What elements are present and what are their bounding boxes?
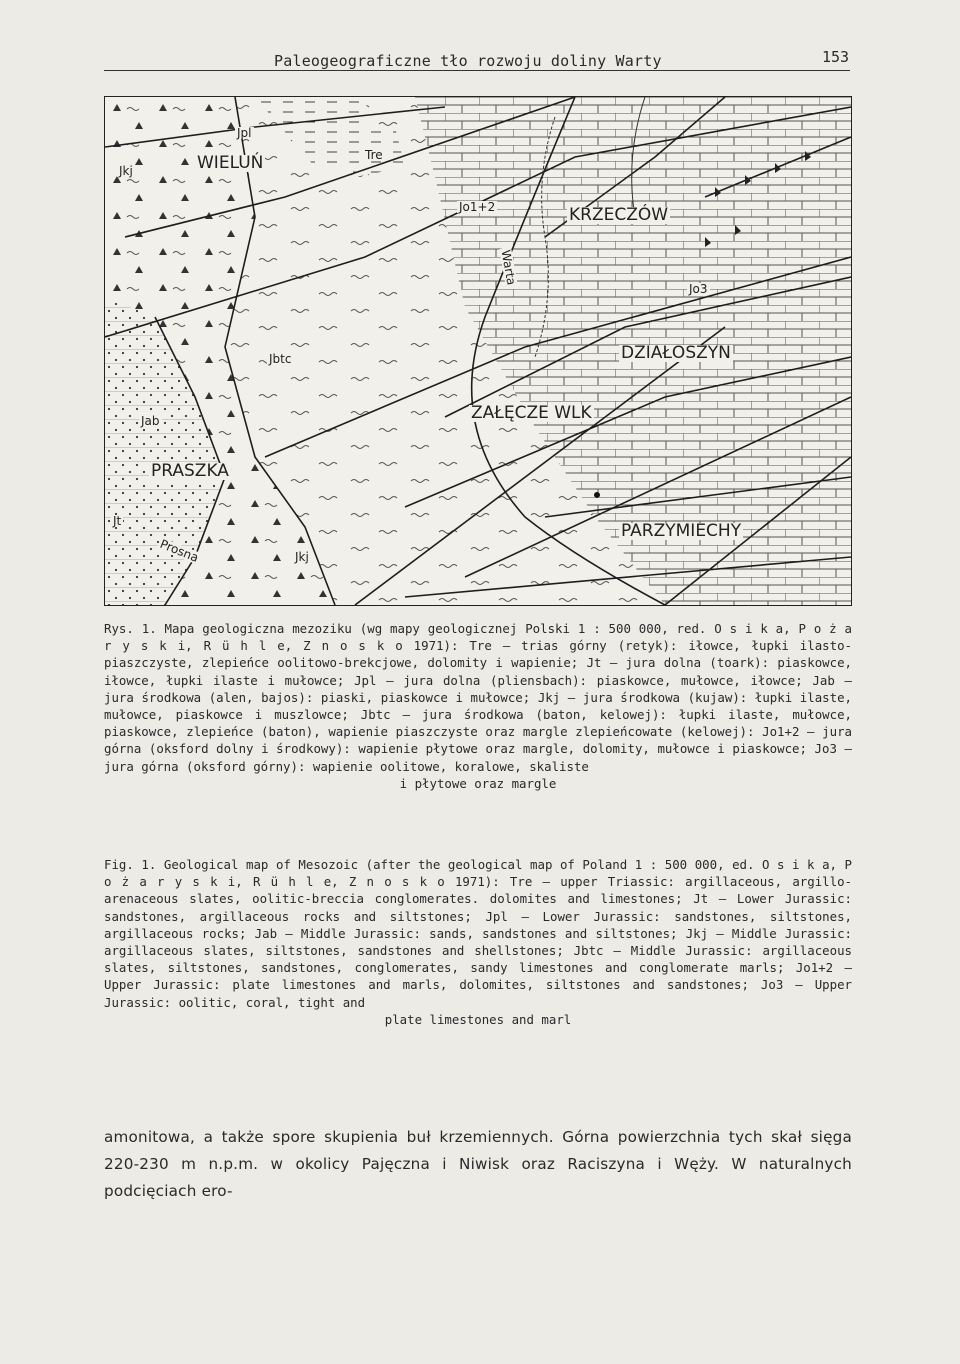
map-label-krzeczow: KRZECZÓW xyxy=(569,205,669,225)
page-number: 153 xyxy=(822,48,850,66)
map-label-jkj-bottom: Jkj xyxy=(295,550,309,564)
map-label-wielun: WIELUŃ xyxy=(197,153,264,173)
caption-english-last-line: plate limestones and marl xyxy=(384,1011,572,1027)
map-label-jab: Jab xyxy=(141,414,160,428)
caption-polish-last-line: i płytowe oraz margle xyxy=(399,775,557,791)
map-label-praszka: PRASZKA xyxy=(151,461,229,481)
map-label-jkj-left: Jkj xyxy=(119,164,133,178)
running-title: Paleogeograficzne tło rozwoju doliny Warty xyxy=(274,52,662,70)
map-label-prosna: Prosna xyxy=(157,536,201,565)
map-label-zalecze: ZAŁĘCZE WLK xyxy=(471,403,592,423)
caption-polish-text: Rys. 1. Mapa geologiczna mezoziku (wg mapy geologicznej Polski 1 : 500 000, red. O s i k a, P o ż a r y s k i, R ü h l e, Z n o s k o 1971): Tre – trias górny (retyk): iłowce, łupki ilasto-piaszczyste, zlepieńce oolitowo-brekcjowe, dolomity i wapienie; Jt – jura dolna (toark): piaskowce, iłowce, łupki ilaste i mułowce; Jpl – jura dolna (pliensbach): piaskowce, mułowce, iłowce; Jab – jura środkowa (alen, bajos): piaski, piaskowce i mułowce; Jkj – jura środkowa (kujaw): łupki ilaste, mułowce, piaskowce i muszlowce; Jbtc – jura środkowa (baton, kelowej): łupki ilaste, mułowce, piaskowce, zlepieńce (baton), wapienie piaszczyste oraz margle zlepieńcowate (kelowej): Jo1+2 – jura górna (oksford dolny i środkowy): wapienie płytowe oraz margle, dolomity, mułowce i piaskowce; Jo3 – jura górna (oksford górny): wapienie oolitowe, koralowe, skaliste xyxy=(104,621,852,774)
map-label-jo12: Jo1+2 xyxy=(459,200,496,214)
page-header xyxy=(0,48,960,78)
map-label-parzymiechy: PARZYMIECHY xyxy=(621,521,742,541)
caption-polish xyxy=(104,620,852,792)
map-label-warta: Warta xyxy=(498,248,519,287)
geological-map xyxy=(104,96,852,606)
body-paragraph xyxy=(104,1124,852,1205)
caption-english xyxy=(104,856,852,1028)
map-label-jpl: Jpl xyxy=(237,126,252,140)
body-paragraph-text: amonitowa, a także spore skupienia buł krzemiennych. Górna powierzchnia tych skał sięga 220-230 m n.p.m. w okolicy Pajęczna i Niwisk oraz Raciszyna i Węży. W naturalnych podcięciach ero- xyxy=(104,1128,852,1200)
map-label-jo3: Jo3 xyxy=(689,282,708,296)
map-label-dzialoszyn: DZIAŁOSZYN xyxy=(621,343,731,363)
map-label-jt: Jt xyxy=(113,514,122,528)
header-rule xyxy=(104,70,850,71)
map-label-jbtc: Jbtc xyxy=(269,352,292,366)
map-label-tre: Tre xyxy=(365,148,383,162)
caption-english-text: Fig. 1. Geological map of Mesozoic (after the geological map of Poland 1 : 500 000, ed. O s i k a, P o ż a r y s k i, R ü h l e, Z n o s k o 1971): Tre – upper Triassic: argillaceous, argillo-arenaceous slates, oolitic-breccia conglomerates. dolomites and limestones; Jt – Lower Jurassic: sandstones, argillaceous rocks and siltstones; Jpl – Lower Jurassic: sandstones, siltstones, argillaceous rocks; Jab – Middle Jurassic: sands, sandstones and siltstones; Jkj – Middle Jurassic: argillaceous slates, siltstones, sandstones and shellstones; Jbtc – Middle Jurassic: argillaceous slates, siltstones, sandstones, conglomerates, sandy limestones and conglomerate marls; Jo1+2 – Upper Jurassic: plate limestones and marls, dolomites, siltstones and sandstones; Jo3 – Upper Jurassic: oolitic, coral, tight and xyxy=(104,857,852,1010)
